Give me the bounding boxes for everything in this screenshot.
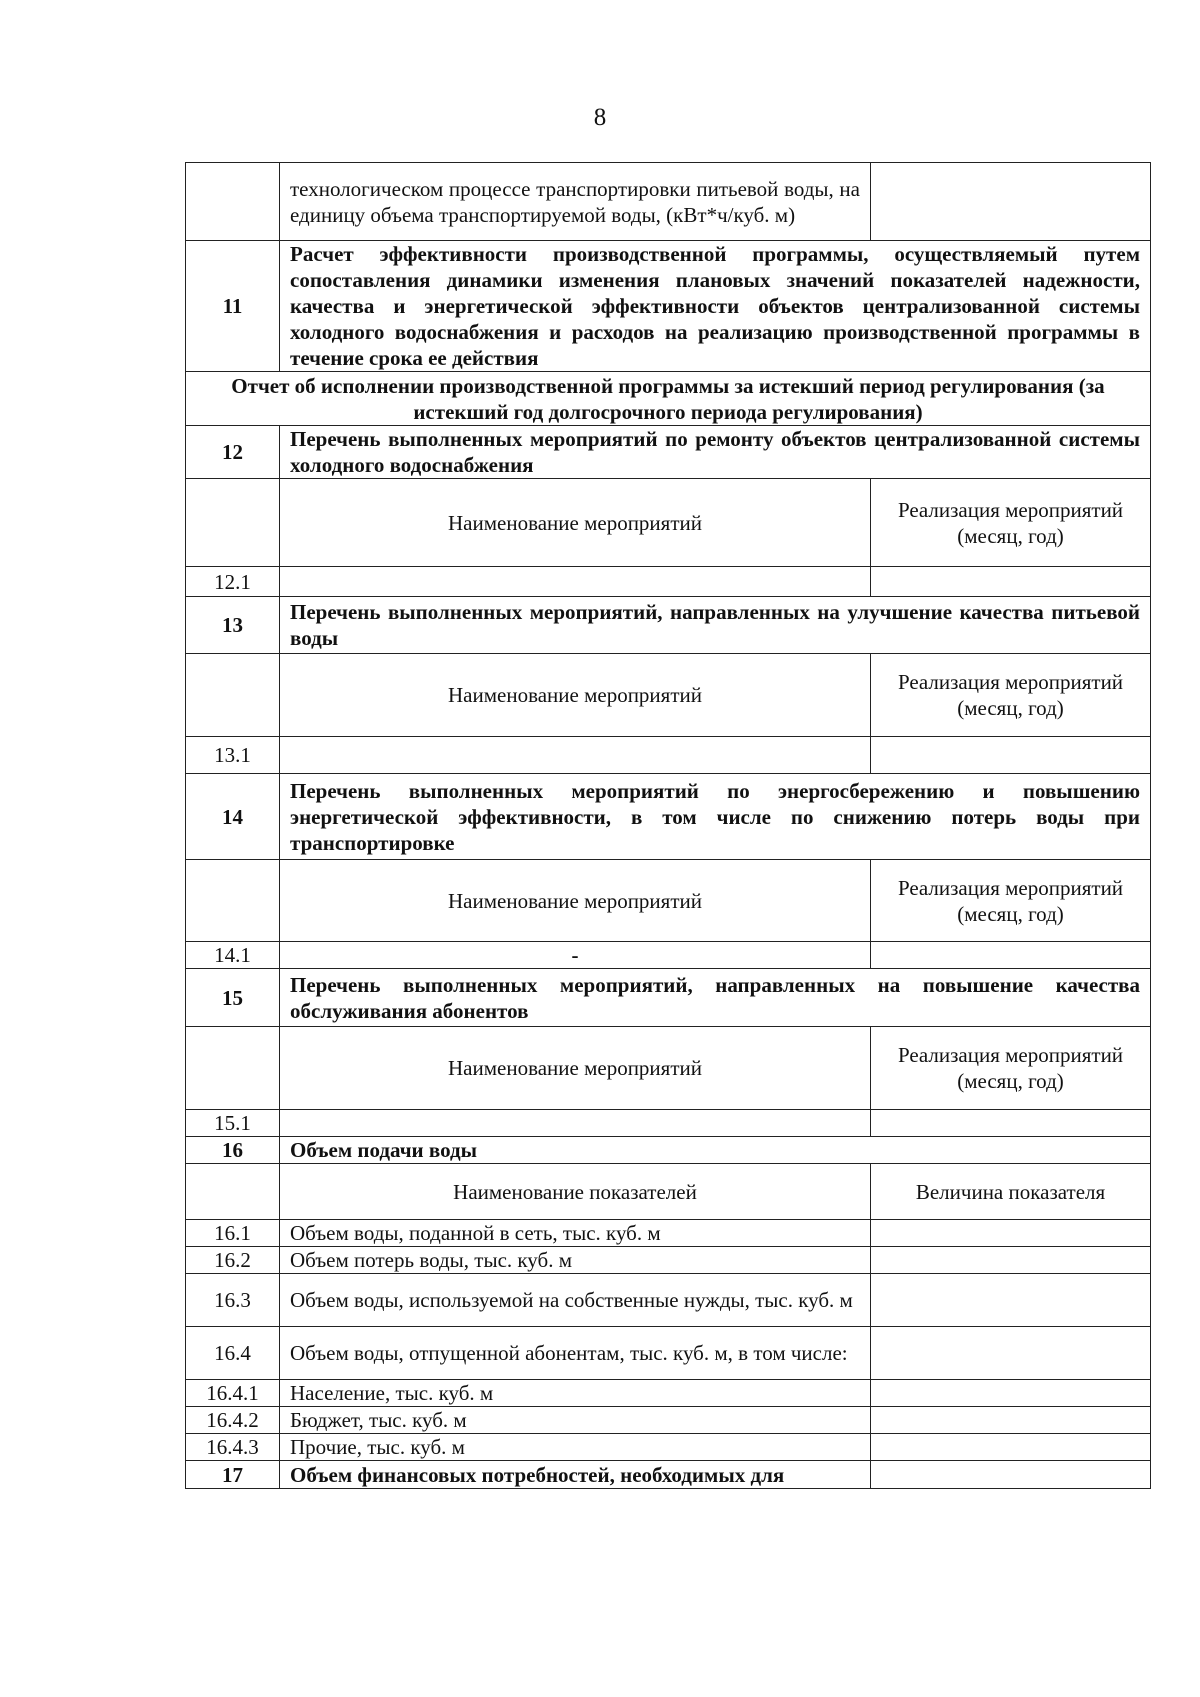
indicator-label: Население, тыс. куб. м: [280, 1380, 871, 1407]
row-number: 16.4.2: [186, 1407, 280, 1434]
measure-name-cell: [280, 567, 871, 597]
column-header-row: [186, 1164, 1151, 1220]
indicator-label: Объем воды, отпущенной абонентам, тыс. куб. м, в том числе:: [280, 1327, 871, 1380]
section-number: 15: [186, 969, 280, 1027]
section-12-row: [186, 426, 1151, 479]
row-number: 16.4.3: [186, 1434, 280, 1461]
column-header-name: Наименование мероприятий: [280, 654, 871, 737]
report-heading: Отчет об исполнении производственной программы за истекший период регулирования (за истекший год долгосрочного периода регулирования): [186, 372, 1151, 426]
column-header-implementation: Реализация мероприятий (месяц, год): [871, 654, 1151, 737]
section-13-row: [186, 597, 1151, 654]
section-number: 14: [186, 774, 280, 860]
indicator-value-cell: [871, 1327, 1151, 1380]
section-14-row: [186, 774, 1151, 860]
row-number: 16.1: [186, 1220, 280, 1247]
row-number: 15.1: [186, 1110, 280, 1137]
indicator-value-cell: [871, 1407, 1151, 1434]
row-number: 12.1: [186, 567, 280, 597]
measure-name-cell: [280, 1110, 871, 1137]
section-title: Объем финансовых потребностей, необходимых для: [280, 1461, 871, 1489]
implementation-cell: [871, 942, 1151, 969]
value-cell: [871, 1461, 1151, 1489]
indicator-value-cell: [871, 1380, 1151, 1407]
row-number: 16.4: [186, 1327, 280, 1380]
column-header-implementation: Реализация мероприятий (месяц, год): [871, 1027, 1151, 1110]
table-row: [186, 1110, 1151, 1137]
row-number-cell: [186, 654, 280, 737]
section-title: Перечень выполненных мероприятий по энергосбережению и повышению энергетической эффективности, в том числе по снижению потерь воды при транспортировке: [280, 774, 1151, 860]
measure-name-cell: -: [280, 942, 871, 969]
column-header-row: [186, 860, 1151, 942]
implementation-cell: [871, 737, 1151, 774]
implementation-cell: [871, 567, 1151, 597]
section-title: Перечень выполненных мероприятий, направленных на улучшение качества питьевой воды: [280, 597, 1151, 654]
column-header-row: [186, 479, 1151, 567]
indicator-value-cell: [871, 1434, 1151, 1461]
section-17-row: [186, 1461, 1151, 1489]
page-number: 8: [593, 104, 607, 131]
table-row: [186, 1434, 1151, 1461]
table-row: [186, 942, 1151, 969]
section-number: 16: [186, 1137, 280, 1164]
indicator-label: Объем потерь воды, тыс. куб. м: [280, 1247, 871, 1274]
column-header-implementation: Реализация мероприятий (месяц, год): [871, 860, 1151, 942]
section-title: Объем подачи воды: [280, 1137, 1151, 1164]
column-header-indicator-name: Наименование показателей: [280, 1164, 871, 1220]
section-11-row: [186, 241, 1151, 372]
row-number: 13.1: [186, 737, 280, 774]
column-header-name: Наименование мероприятий: [280, 1027, 871, 1110]
indicator-value-cell: [871, 1220, 1151, 1247]
section-title: Перечень выполненных мероприятий по ремонту объектов централизованной системы холодного водоснабжения: [280, 426, 1151, 479]
report-heading-row: [186, 372, 1151, 426]
column-header-name: Наименование мероприятий: [280, 860, 871, 942]
program-table: [185, 162, 1151, 1489]
indicator-value-cell: [871, 1274, 1151, 1327]
row-number-cell: [186, 163, 280, 241]
indicator-label: Прочие, тыс. куб. м: [280, 1434, 871, 1461]
table-row: [186, 1327, 1151, 1380]
continuation-text: технологическом процессе транспортировки питьевой воды, на единицу объема транспортируемой воды, (кВт*ч/куб. м): [280, 163, 871, 241]
column-header-row: [186, 1027, 1151, 1110]
column-header-row: [186, 654, 1151, 737]
section-number: 13: [186, 597, 280, 654]
row-number-cell: [186, 479, 280, 567]
table-row: [186, 163, 1151, 241]
row-number: 14.1: [186, 942, 280, 969]
section-16-row: [186, 1137, 1151, 1164]
section-title: Перечень выполненных мероприятий, направленных на повышение качества обслуживания абонентов: [280, 969, 1151, 1027]
row-number-cell: [186, 1027, 280, 1110]
section-15-row: [186, 969, 1151, 1027]
table-row: [186, 1380, 1151, 1407]
table-row: [186, 1220, 1151, 1247]
section-number: 11: [186, 241, 280, 372]
section-title: Расчет эффективности производственной программы, осуществляемый путем сопоставления динамики изменения плановых значений показателей надежности, качества и энергетической эффективности объектов централизованной системы холодного водоснабжения и расходов на реализацию производственной программы в течение срока ее действия: [280, 241, 1151, 372]
row-number: 16.3: [186, 1274, 280, 1327]
row-number-cell: [186, 1164, 280, 1220]
table-row: [186, 1407, 1151, 1434]
measure-name-cell: [280, 737, 871, 774]
section-number: 12: [186, 426, 280, 479]
implementation-cell: [871, 1110, 1151, 1137]
row-number-cell: [186, 860, 280, 942]
table-row: [186, 567, 1151, 597]
column-header-indicator-value: Величина показателя: [871, 1164, 1151, 1220]
row-number: 16.4.1: [186, 1380, 280, 1407]
indicator-label: Объем воды, используемой на собственные нужды, тыс. куб. м: [280, 1274, 871, 1327]
table-row: [186, 737, 1151, 774]
section-number: 17: [186, 1461, 280, 1489]
value-cell: [871, 163, 1151, 241]
indicator-value-cell: [871, 1247, 1151, 1274]
table-row: [186, 1247, 1151, 1274]
indicator-label: Объем воды, поданной в сеть, тыс. куб. м: [280, 1220, 871, 1247]
table-row: [186, 1274, 1151, 1327]
column-header-implementation: Реализация мероприятий (месяц, год): [871, 479, 1151, 567]
row-number: 16.2: [186, 1247, 280, 1274]
column-header-name: Наименование мероприятий: [280, 479, 871, 567]
indicator-label: Бюджет, тыс. куб. м: [280, 1407, 871, 1434]
